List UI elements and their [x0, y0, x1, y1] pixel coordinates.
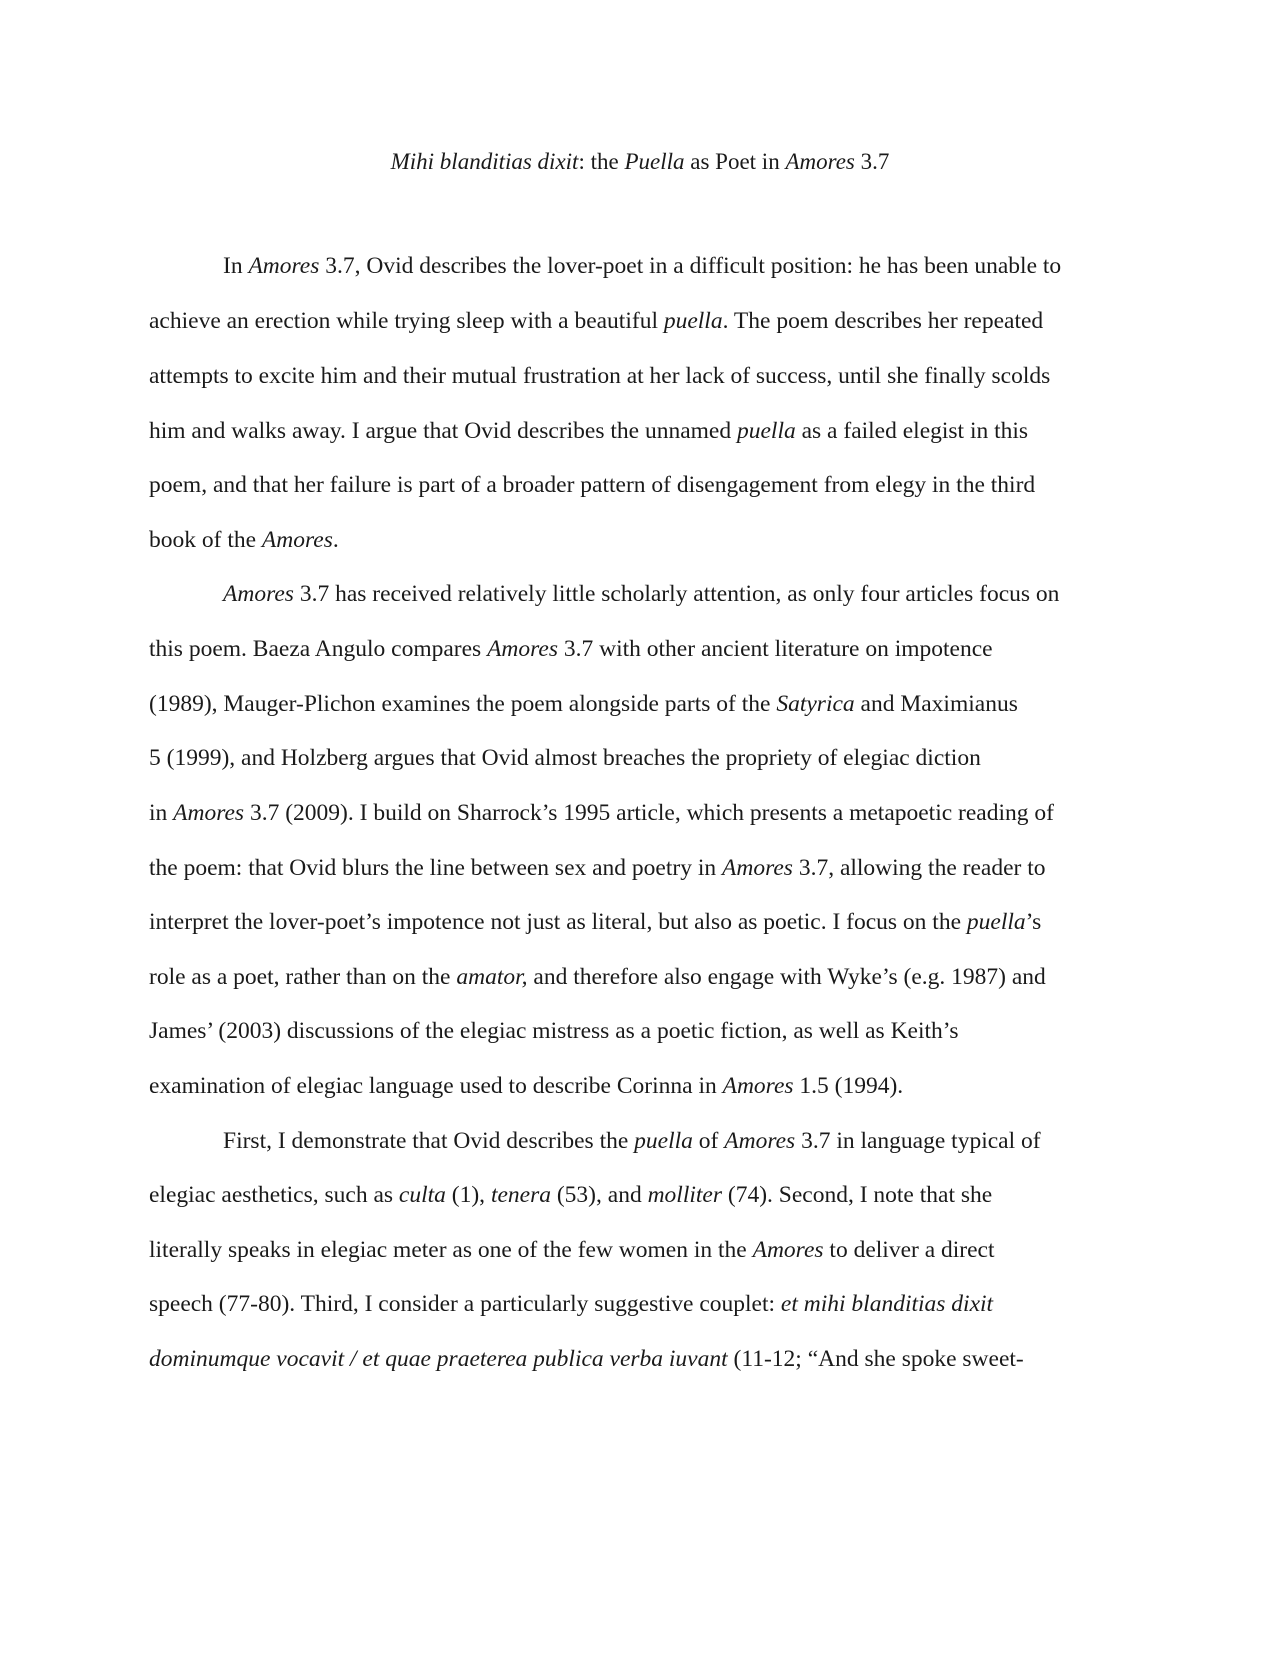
body-line: (1989), Mauger-Plichon examines the poem alongside parts of the Satyrica and Maximianus — [149, 691, 1018, 717]
body-line: book of the Amores. — [149, 527, 339, 553]
body-line: examination of elegiac language used to describe Corinna in Amores 1.5 (1994). — [149, 1073, 904, 1099]
title-italic-segment: Puella — [624, 149, 685, 174]
body-line: In Amores 3.7, Ovid describes the lover-poet in a difficult position: he has been unable to — [223, 253, 1062, 279]
body-line: poem, and that her failure is part of a broader pattern of disengagement from elegy in the third — [149, 472, 1036, 498]
body-line: speech (77-80). Third, I consider a particularly suggestive couplet: et mihi blanditias dixit — [149, 1291, 994, 1317]
body-line: elegiac aesthetics, such as culta (1), tenera (53), and molliter (74). Second, I note that she — [149, 1182, 993, 1208]
body-line: the poem: that Ovid blurs the line between sex and poetry in Amores 3.7, allowing the reader to — [149, 855, 1046, 881]
body-line: dominumque vocavit / et quae praeterea publica verba iuvant (11-12; “And she spoke sweet- — [149, 1346, 1024, 1372]
body-line: role as a poet, rather than on the amator, and therefore also engage with Wyke’s (e.g. 1987) and — [149, 964, 1046, 990]
title-segment: : the — [578, 149, 625, 174]
title-italic-segment: Mihi blanditias dixit — [390, 149, 579, 174]
body-line: James’ (2003) discussions of the elegiac mistress as a poetic fiction, as well as Keith’s — [149, 1018, 959, 1044]
body-line: First, I demonstrate that Ovid describes the puella of Amores 3.7 in language typical of — [223, 1128, 1041, 1154]
body-line: achieve an erection while trying sleep with a beautiful puella. The poem describes her repeated — [149, 308, 1044, 334]
body-line: in Amores 3.7 (2009). I build on Sharrock’s 1995 article, which presents a metapoetic reading of — [149, 800, 1054, 826]
body-line: 5 (1999), and Holzberg argues that Ovid almost breaches the propriety of elegiac diction — [149, 745, 981, 771]
title-italic-segment: Amores — [785, 149, 855, 174]
body-line: interpret the lover-poet’s impotence not just as literal, but also as poetic. I focus on the puella’s — [149, 909, 1042, 935]
body-line: Amores 3.7 has received relatively little scholarly attention, as only four articles focus on — [223, 581, 1060, 607]
body-line: him and walks away. I argue that Ovid describes the unnamed puella as a failed elegist in this — [149, 418, 1029, 444]
body-line: attempts to excite him and their mutual frustration at her lack of success, until she finally scolds — [149, 363, 1051, 389]
body-line: literally speaks in elegiac meter as one of the few women in the Amores to deliver a direct — [149, 1237, 995, 1263]
paper-title — [0, 148, 1280, 176]
title-segment: as Poet in — [684, 149, 786, 174]
title-segment: 3.7 — [854, 149, 890, 174]
body-line: this poem. Baeza Angulo compares Amores 3.7 with other ancient literature on impotence — [149, 636, 993, 662]
